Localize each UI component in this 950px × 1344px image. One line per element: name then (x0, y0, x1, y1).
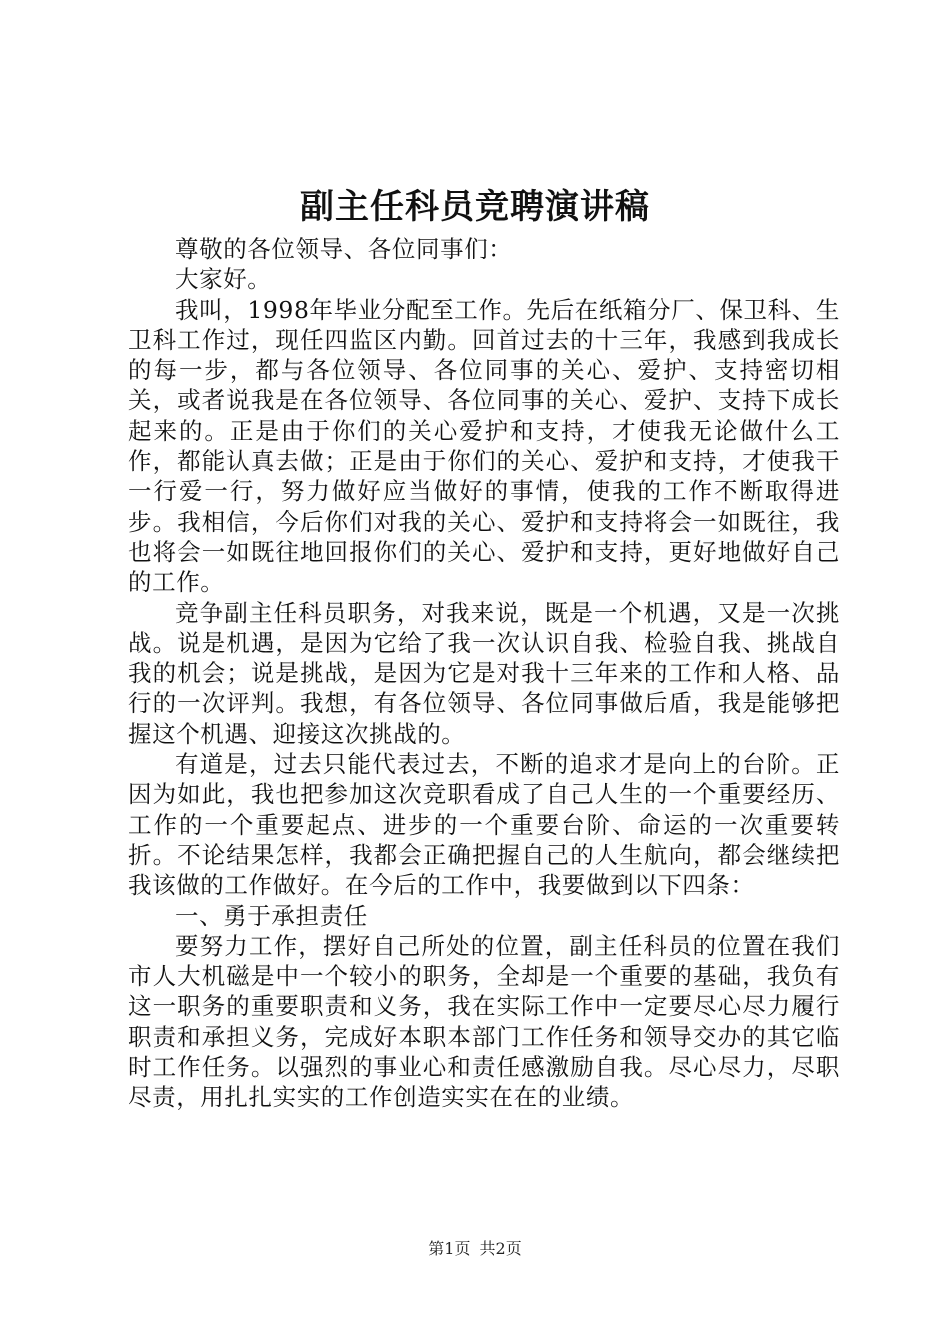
paragraph: 要努力工作，摆好自己所处的位置，副主任科员的位置在我们市人大机磁是中一个较小的职务，全却是一个重要的基础，我负有这一职务的重要职责和义务，我在实际工作中一定要尽心尽力履行职责和承担义务，完成好本职本部门工作任务和领导交办的其它临时工作任务。以强烈的事业心和责任感激励自我。尽心尽力，尽职尽责，用扎扎实实的工作创造实实在在的业绩。 (128, 931, 840, 1112)
page-number: 第1页 (428, 1239, 471, 1258)
greeting: 大家好。 (175, 265, 272, 294)
page-total: 共2页 (479, 1239, 522, 1258)
page-footer (0, 1238, 950, 1260)
document-title: 副主任科员竞聘演讲稿 (300, 187, 650, 227)
paragraph: 我叫，1998年毕业分配至工作。先后在纸箱分厂、保卫科、生卫科工作过，现任四监区内勤。回首过去的十三年，我感到我成长的每一步，都与各位领导、各位同事的关心、爱护、支持密切相关，或者说我是在各位领导、各位同事的关心、爱护、支持下成长起来的。正是由于你们的关心爱护和支持，才使我无论做什么工作，都能认真去做；正是由于你们的关心、爱护和支持，才使我干一行爱一行，努力做好应当做好的事情，使我的工作不断取得进步。我相信，今后你们对我的关心、爱护和支持将会一如既往，我也将会一如既往地回报你们的关心、爱护和支持，更好地做好自己的工作。 (128, 295, 840, 597)
paragraph: 竞争副主任科员职务，对我来说，既是一个机遇，又是一次挑战。说是机遇，是因为它给了我一次认识自我、检验自我、挑战自我的机会；说是挑战，是因为它是对我十三年来的工作和人格、品行的一次评判。我想，有各位领导、各位同事做后盾，我是能够把握这个机遇、迎接这次挑战的。 (128, 598, 840, 748)
salutation: 尊敬的各位领导、各位同事们： (175, 235, 513, 263)
paragraph: 有道是，过去只能代表过去，不断的追求才是向上的台阶。正因为如此，我也把参加这次竞职看成了自己人生的一个重要经历、工作的一个重要起点、进步的一个重要台阶、命运的一次重要转折。不论结果怎样，我都会正确把握自己的人生航向，都会继续把我该做的工作做好。在今后的工作中，我要做到以下四条： (128, 750, 840, 900)
document-body (128, 234, 840, 1113)
section-heading: 一、勇于承担责任 (175, 901, 368, 930)
